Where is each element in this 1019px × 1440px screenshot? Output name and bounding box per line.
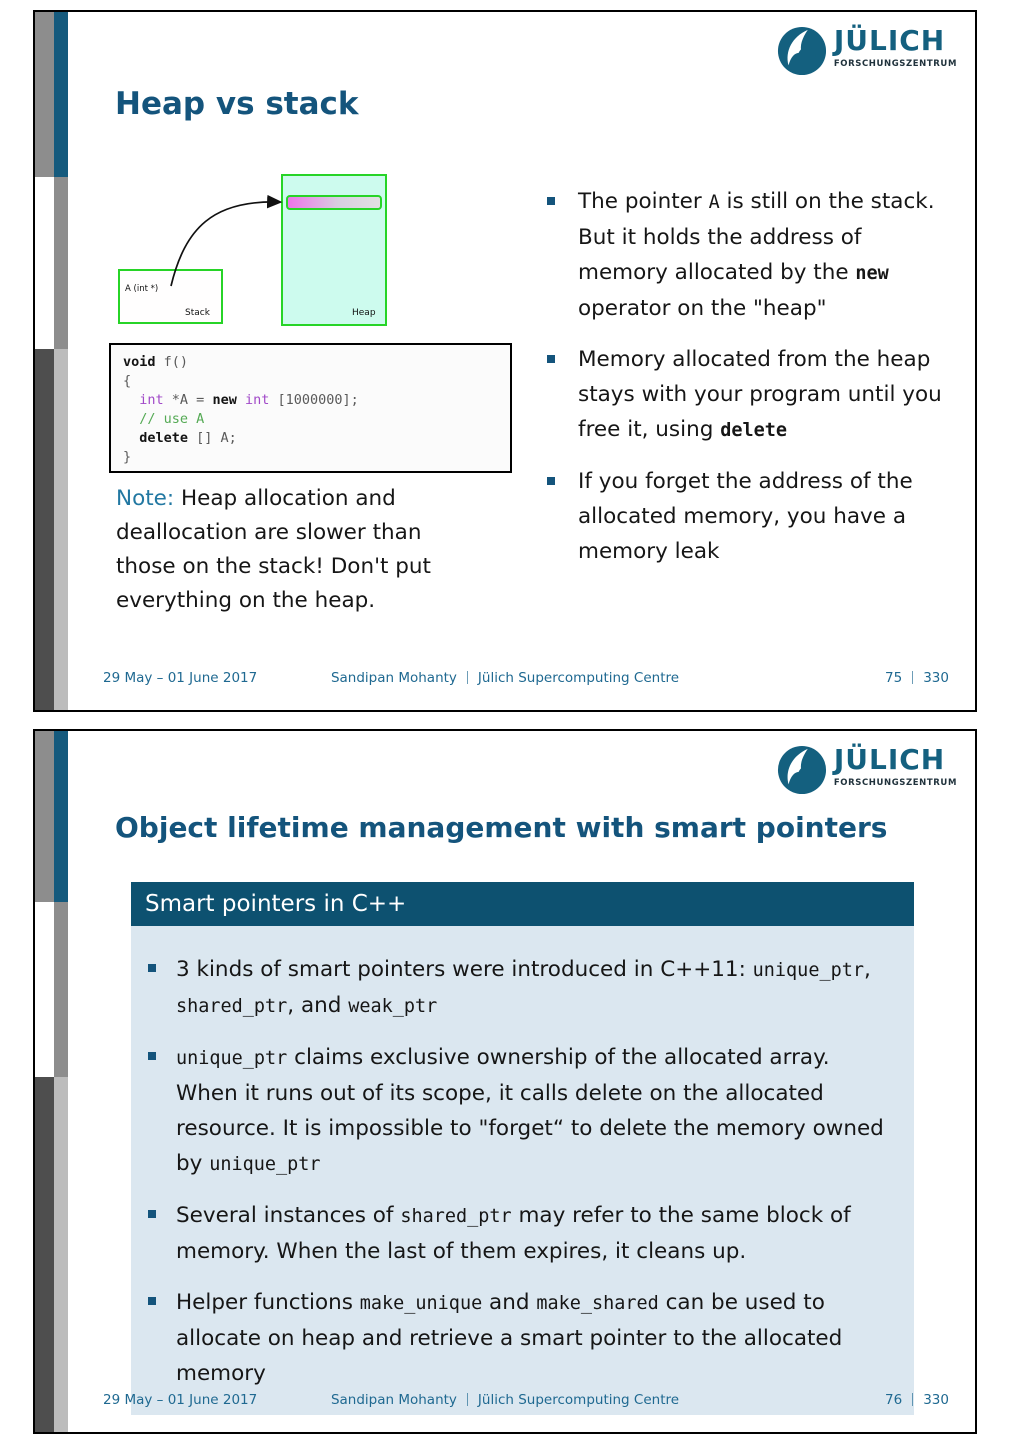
footer-author: Sandipan Mohanty xyxy=(330,1392,457,1408)
deco-segment xyxy=(35,731,54,902)
deco-segment xyxy=(35,1077,54,1432)
slide-heap-vs-stack xyxy=(33,10,977,712)
footer-date: 29 May – 01 June 2017 xyxy=(103,1392,258,1408)
footer-page-indicator xyxy=(885,670,949,686)
bullet-square-icon xyxy=(547,477,555,485)
bullet-item: 3 kinds of smart pointers were introduced in C++11: unique_ptr, shared_ptr, and weak_ptr xyxy=(176,952,894,1024)
footer-page-indicator xyxy=(885,1392,949,1408)
footer-center xyxy=(35,670,975,686)
julich-logo-icon xyxy=(777,26,827,76)
deco-segment xyxy=(54,1077,68,1432)
deco-segment xyxy=(35,349,54,710)
slide-footer xyxy=(35,1392,975,1412)
footer-page-total: 330 xyxy=(923,670,949,686)
julich-logo-text xyxy=(834,745,957,788)
block-header: Smart pointers in C++ xyxy=(131,882,914,926)
slide-title: Object lifetime management with smart pointers xyxy=(115,811,888,844)
footer-separator xyxy=(467,1393,468,1406)
deco-segment xyxy=(54,349,68,710)
slide-smart-pointers xyxy=(33,729,977,1434)
deco-segment xyxy=(35,12,54,177)
bullet-item: Several instances of shared_ptr may refer to the same block of memory. When the last of them expires, it cleans up. xyxy=(176,1198,894,1269)
julich-logo xyxy=(777,26,957,76)
note-paragraph xyxy=(116,482,472,618)
code-line: delete [] A; xyxy=(139,430,237,446)
deco-segment xyxy=(54,12,68,177)
bullet-item: Memory allocated from the heap stays with your program until you free it, using delete xyxy=(540,342,952,448)
footer-page: 76 xyxy=(885,1392,903,1408)
footer-center xyxy=(35,1392,975,1408)
footer-page: 75 xyxy=(885,670,903,686)
deco-segment xyxy=(35,902,54,1077)
bullet-item: unique_ptr claims exclusive ownership of the allocated array. When it runs out of its scope, it calls delete on the allocated resource. It is impossible to "forget“ to delete the memory owned by unique_ptr xyxy=(176,1040,894,1182)
deco-segment xyxy=(54,177,68,349)
slide-footer xyxy=(35,670,975,690)
footer-page-total: 330 xyxy=(923,1392,949,1408)
julich-logo-text xyxy=(834,26,957,69)
block-body xyxy=(131,926,914,1415)
pointer-arrow-icon xyxy=(95,162,395,312)
footer-institute: Jülich Supercomputing Centre xyxy=(477,1392,680,1408)
note-text: Heap allocation and deallocation are slower than those on the stack! Don't put everything on the heap. xyxy=(116,486,431,613)
logo-name: JÜLICH xyxy=(833,24,946,57)
left-decoration-bar xyxy=(35,731,68,1432)
julich-logo xyxy=(777,745,957,795)
note-label: Note: xyxy=(116,486,175,511)
footer-separator xyxy=(467,671,468,684)
code-line: } xyxy=(123,449,132,465)
slide-title: Heap vs stack xyxy=(115,86,359,122)
logo-subtitle: FORSCHUNGSZENTRUM xyxy=(833,778,957,788)
smart-pointers-block xyxy=(131,882,914,1415)
bullet-square-icon xyxy=(148,1210,156,1218)
deco-segment xyxy=(35,177,54,349)
deco-segment xyxy=(54,902,68,1077)
bullet-square-icon xyxy=(148,964,156,972)
bullet-square-icon xyxy=(148,1052,156,1060)
logo-name: JÜLICH xyxy=(833,743,946,776)
bullet-square-icon xyxy=(148,1297,156,1305)
left-decoration-bar xyxy=(35,12,68,710)
footer-date: 29 May – 01 June 2017 xyxy=(103,670,258,686)
footer-institute: Jülich Supercomputing Centre xyxy=(477,670,680,686)
code-block xyxy=(109,343,512,473)
footer-author: Sandipan Mohanty xyxy=(330,670,457,686)
heap-label: Heap xyxy=(352,308,376,318)
bullet-item: If you forget the address of the allocated memory, you have a memory leak xyxy=(540,464,952,569)
bullet-square-icon xyxy=(547,197,555,205)
footer-separator xyxy=(912,671,913,684)
code-line: { xyxy=(123,373,132,389)
code-line: int *A = new int [1000000]; xyxy=(139,392,359,408)
julich-logo-icon xyxy=(777,745,827,795)
bullet-item: Helper functions make_unique and make_shared can be used to allocate on heap and retrieve a smart pointer to the allocated memory xyxy=(176,1285,894,1391)
bullet-item: The pointer A is still on the stack. But it holds the address of memory allocated by the new operator on the "heap" xyxy=(540,184,952,326)
logo-subtitle: FORSCHUNGSZENTRUM xyxy=(833,59,957,69)
bullet-column xyxy=(540,184,952,585)
footer-separator xyxy=(912,1393,913,1406)
code-comment: // use A xyxy=(123,411,205,427)
code-line: void f() xyxy=(123,354,189,370)
stack-label: Stack xyxy=(185,308,210,318)
bullet-square-icon xyxy=(547,355,555,363)
deco-segment xyxy=(54,731,68,902)
pointer-variable-label: A (int *) xyxy=(125,284,159,294)
